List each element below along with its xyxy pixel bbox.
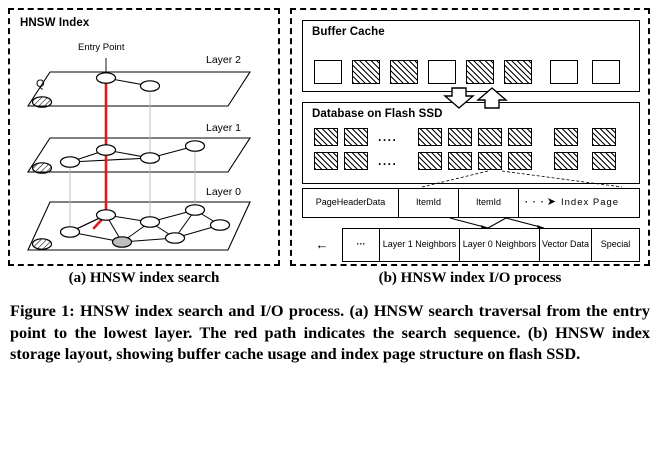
figure-caption: Figure 1: HNSW index search and I/O process. (a) HNSW search traversal from the entry point to the lowest layer. The red path indicates the search sequence. (b) HNSW index storage layout, showing buffer cache usage and index page structure on flash SSD. — [10, 301, 650, 364]
database-flash-title: Database on Flash SSD — [312, 108, 443, 120]
page-header-data-cell: PageHeaderData — [303, 189, 399, 217]
index-page-row-header — [302, 188, 640, 218]
layer-2-label: Layer 2 — [206, 54, 242, 66]
layer1-neighbors-cell: Layer 1 Neighbors — [380, 228, 460, 262]
vector-data-cell: Vector Data — [540, 228, 592, 262]
item-id-cell: ItemId — [459, 189, 519, 217]
layer0-neighbors-cell: Layer 0 Neighbors — [460, 228, 540, 262]
index-page-label: Index Page — [561, 197, 620, 209]
layer-1-label: Layer 1 — [206, 122, 242, 134]
index-page-dots: · · · ➤ Index Page — [525, 196, 620, 209]
panel-hnsw-index-search — [8, 8, 280, 266]
entry-point-label: Entry Point — [78, 42, 125, 53]
hnsw-layers-diagram — [10, 10, 282, 268]
db-row1-dots: .... — [378, 130, 398, 144]
special-cell: Special — [592, 228, 640, 262]
hnsw-index-title: HNSW Index — [20, 17, 90, 29]
buffer-cache-title: Buffer Cache — [312, 26, 385, 38]
query-label: Q — [36, 78, 45, 90]
subcaption-a: (a) HNSW index search — [68, 270, 220, 286]
subcaption-b: (b) HNSW index I/O process — [378, 270, 562, 286]
ellipsis-cell: ··· — [342, 228, 380, 262]
layer-0-label: Layer 0 — [206, 186, 242, 198]
panel-hnsw-io-process — [290, 8, 650, 266]
db-row2-dots: .... — [378, 154, 398, 168]
left-arrow-icon: ← — [315, 237, 329, 253]
item-id-cell: ItemId — [399, 189, 459, 217]
index-page-row-body — [302, 228, 640, 262]
